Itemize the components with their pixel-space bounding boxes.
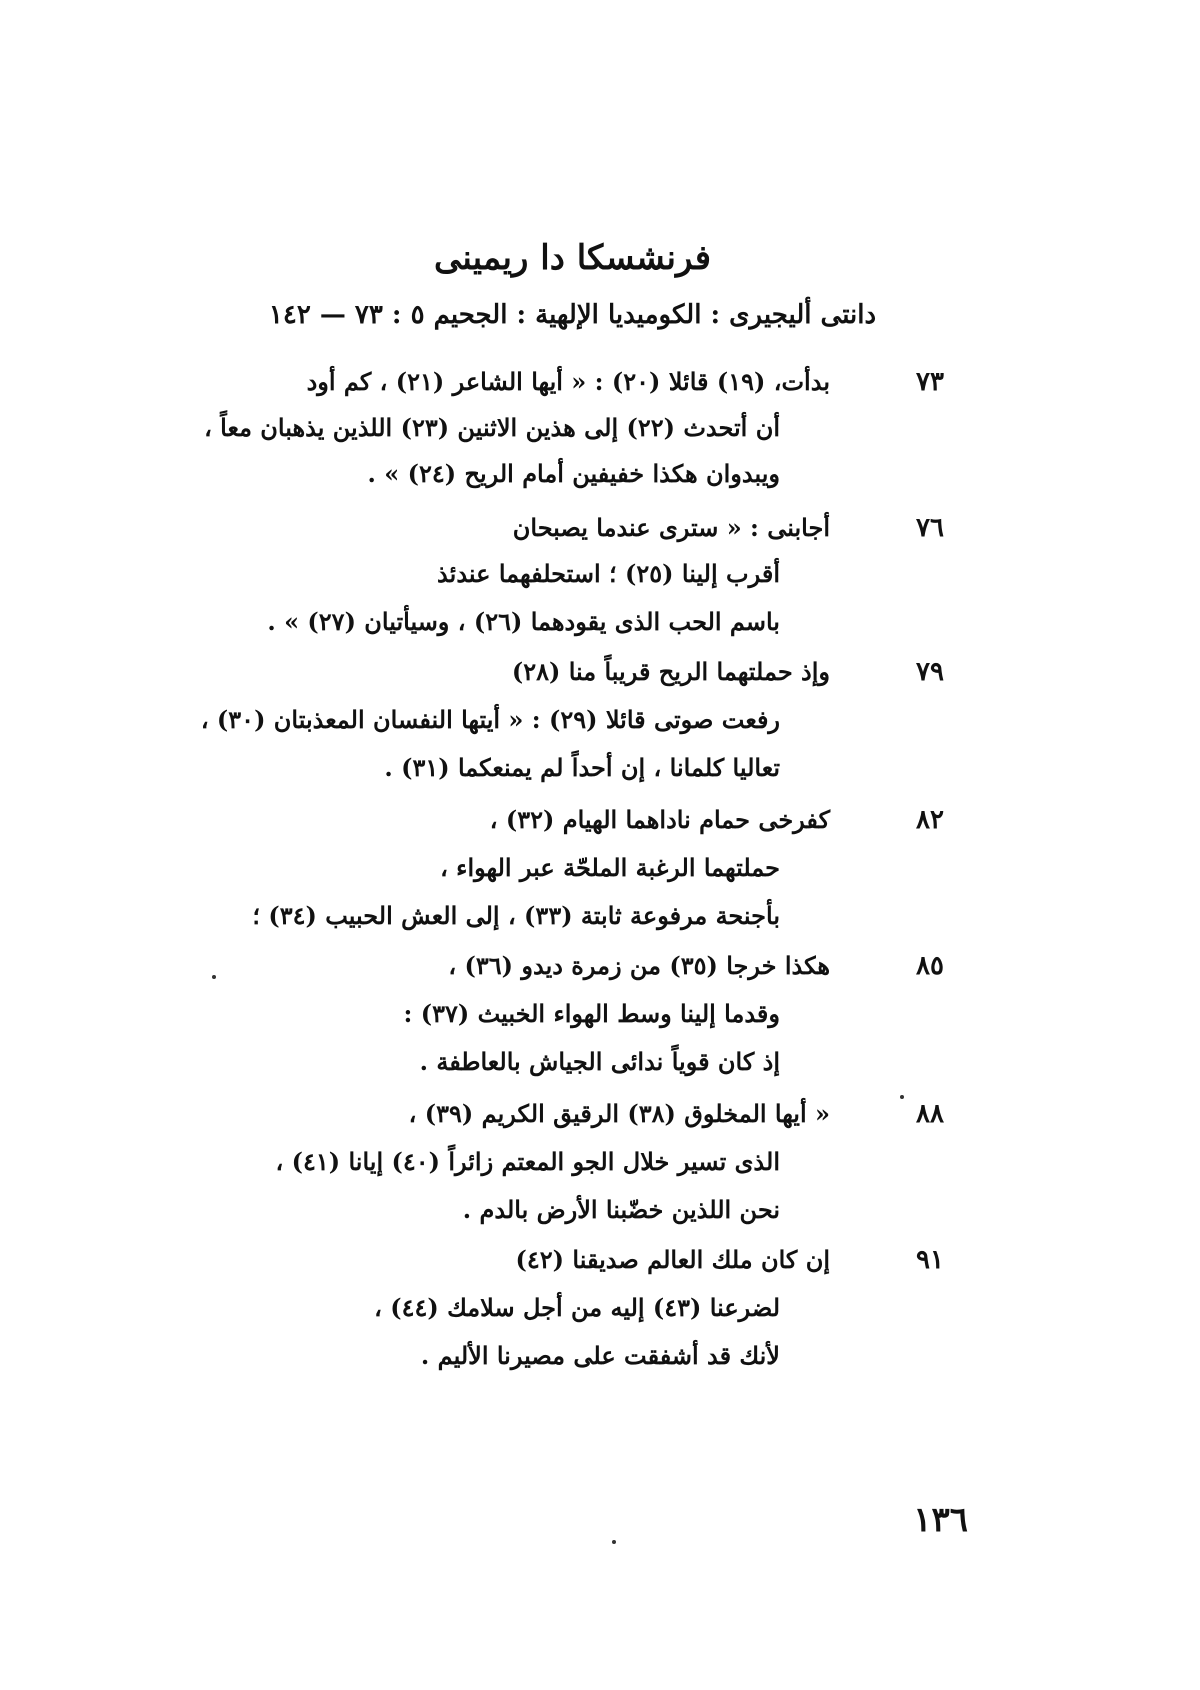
verse-line: هكذا خرجا (٣٥) من زمرة ديدو (٣٦) ، [448, 951, 830, 980]
verse-number: ٨٥ [916, 951, 944, 981]
verse-line: ويبدوان هكذا خفيفين أمام الريح (٢٤) » . [367, 459, 780, 488]
verse-number: ٧٣ [916, 367, 944, 397]
verse-line: نحن اللذين خضّبنا الأرض بالدم . [462, 1195, 780, 1224]
verse-line: لأنك قد أشفقت على مصيرنا الأليم . [420, 1341, 780, 1370]
verse-line: حملتهما الرغبة الملحّة عبر الهواء ، [440, 853, 780, 882]
verse-line: بدأت، (١٩) قائلا (٢٠) : « أيها الشاعر (٢١) ، كم أود [306, 367, 830, 396]
verse-number: ٨٨ [916, 1099, 944, 1129]
verse-number: ٨٢ [916, 805, 944, 835]
scan-speck [212, 975, 216, 979]
verse-line: لضرعنا (٤٣) إليه من أجل سلامك (٤٤) ، [374, 1293, 780, 1322]
verse-line: كفرخى حمام ناداهما الهيام (٣٢) ، [489, 805, 830, 834]
verse-line: بأجنحة مرفوعة ثابتة (٣٣) ، إلى العش الحبيب (٣٤) ؛ [252, 901, 780, 930]
scan-speck [612, 1540, 616, 1544]
poem-title: فرنشسكا دا ريمينى [434, 238, 711, 278]
verse-line: إن كان ملك العالم صديقنا (٤٢) [515, 1245, 830, 1274]
verse-line: تعاليا كلمانا ، إن أحداً لم يمنعكما (٣١) . [384, 753, 780, 782]
verse-line: أقرب إلينا (٢٥) ؛ استحلفهما عندئذ [437, 559, 780, 588]
verse-number: ٩١ [916, 1245, 944, 1275]
verse-line: وقدما إلينا وسط الهواء الخبيث (٣٧) : [403, 999, 780, 1028]
verse-line: رفعت صوتى قائلا (٢٩) : « أيتها النفسان المعذبتان (٣٠) ، [200, 705, 780, 734]
page-number: ١٣٦ [913, 1500, 968, 1540]
verse-line: أجابنى : « سترى عندما يصبحان [512, 513, 830, 542]
verse-number: ٧٩ [916, 657, 944, 687]
scan-speck [900, 1095, 904, 1099]
verse-line: باسم الحب الذى يقودهما (٢٦) ، وسيأتيان (٢٧) » . [267, 607, 780, 636]
verse-line: « أيها المخلوق (٣٨) الرقيق الكريم (٣٩) ، [408, 1099, 830, 1128]
verse-line: وإذ حملتهما الريح قريباً منا (٢٨) [511, 657, 830, 686]
verse-number: ٧٦ [916, 513, 944, 543]
verse-line: إذ كان قوياً ندائى الجياش بالعاطفة . [419, 1047, 780, 1076]
poem-source-subtitle: دانتى أليجيرى : الكوميديا الإلهية : الجحيم ٥ : ٧٣ — ١٤٢ [268, 300, 877, 330]
verse-line: أن أتحدث (٢٢) إلى هذين الاثنين (٢٣) اللذين يذهبان معاً ، [204, 413, 780, 442]
verse-line: الذى تسير خلال الجو المعتم زائراً (٤٠) إيانا (٤١) ، [275, 1147, 780, 1176]
